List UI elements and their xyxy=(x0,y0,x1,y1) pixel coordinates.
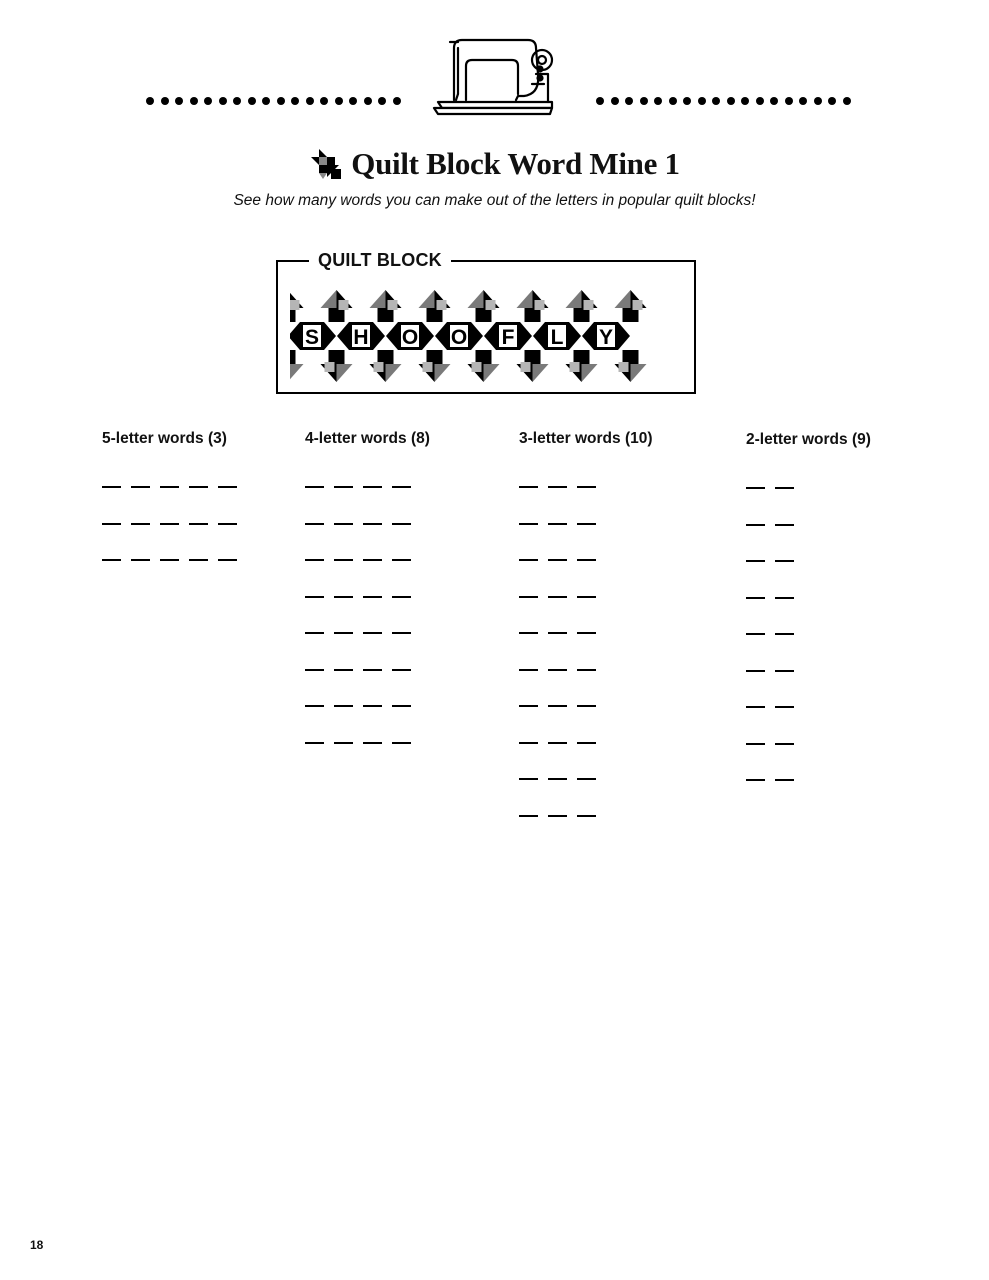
quilt-patch xyxy=(569,322,581,350)
letter-blank xyxy=(775,779,794,781)
quilt-patch xyxy=(374,362,384,372)
column-5-letter xyxy=(102,430,227,448)
rule-dot xyxy=(698,97,706,105)
quilt-patch xyxy=(476,308,492,322)
quilt-patch xyxy=(329,350,345,364)
answer-row[interactable] xyxy=(519,778,596,780)
letter-blank xyxy=(746,779,765,781)
letter-blank xyxy=(363,559,382,561)
letter-blank xyxy=(102,559,121,561)
answer-row[interactable] xyxy=(746,670,794,672)
letter-blank xyxy=(305,669,324,671)
block-letter: H xyxy=(353,326,369,349)
letter-blank xyxy=(519,486,538,488)
letter-blank xyxy=(392,669,411,671)
rule-dot xyxy=(640,97,648,105)
quilt-patch xyxy=(290,300,300,310)
letter-blank xyxy=(305,632,324,634)
answer-row[interactable] xyxy=(519,669,596,671)
quilt-patch xyxy=(435,364,451,382)
letter-blank xyxy=(363,486,382,488)
quilt-patch xyxy=(427,350,443,364)
letter-blank xyxy=(548,742,567,744)
letter-blank xyxy=(334,523,353,525)
rule-dot xyxy=(756,97,764,105)
quilt-patch xyxy=(520,322,532,350)
letter-blank xyxy=(746,706,765,708)
quilt-patch xyxy=(290,308,296,322)
rule-dot xyxy=(335,97,343,105)
answer-row[interactable] xyxy=(746,633,794,635)
letter-blank xyxy=(305,486,324,488)
letter-blank xyxy=(334,559,353,561)
answer-row[interactable] xyxy=(746,597,794,599)
rule-dot xyxy=(248,97,256,105)
answer-row[interactable] xyxy=(305,742,411,744)
letter-blank xyxy=(392,523,411,525)
letter-blank xyxy=(746,487,765,489)
quilt-patch xyxy=(525,350,541,364)
quilt-patch xyxy=(484,364,500,382)
quilt-patch xyxy=(521,362,531,372)
quilt-patch xyxy=(290,322,300,350)
rule-dot xyxy=(712,97,720,105)
quilt-patch xyxy=(435,322,447,350)
block-letter: S xyxy=(304,326,320,349)
letter-blank xyxy=(519,523,538,525)
quilt-patch xyxy=(337,322,349,350)
letter-blank xyxy=(334,742,353,744)
quilt-patch xyxy=(533,364,549,382)
answer-row[interactable] xyxy=(305,705,411,707)
answer-row[interactable] xyxy=(519,559,596,561)
letter-blank xyxy=(363,742,382,744)
letter-blank xyxy=(577,705,596,707)
column-4-letter xyxy=(305,430,430,448)
rule-dot xyxy=(378,97,386,105)
quilt-block-label: QUILT BLOCK xyxy=(309,250,451,271)
block-letter: O xyxy=(450,326,468,349)
answer-row[interactable] xyxy=(305,596,411,598)
answer-row[interactable] xyxy=(746,743,794,745)
block-letter: O xyxy=(401,326,419,349)
quilt-patch xyxy=(378,308,394,322)
letter-blank xyxy=(334,669,353,671)
column-heading: 3-letter words (10) xyxy=(519,430,653,447)
letter-blank xyxy=(334,632,353,634)
letter-blank xyxy=(334,596,353,598)
letter-blank xyxy=(305,596,324,598)
column-heading: 5-letter words (3) xyxy=(102,430,227,447)
letter-blank xyxy=(548,669,567,671)
quilt-patch xyxy=(582,322,594,350)
column-heading: 2-letter words (9) xyxy=(746,431,871,448)
answer-row[interactable] xyxy=(102,486,237,488)
rule-dot xyxy=(175,97,183,105)
letter-blank xyxy=(519,632,538,634)
title-row xyxy=(0,146,989,182)
rule-dot xyxy=(654,97,662,105)
letter-blank xyxy=(746,670,765,672)
block-letter: F xyxy=(501,326,515,349)
letter-blank xyxy=(548,596,567,598)
letter-blank xyxy=(577,742,596,744)
letter-blank xyxy=(577,596,596,598)
letter-blank xyxy=(519,669,538,671)
letter-blank xyxy=(363,669,382,671)
letter-blank xyxy=(548,486,567,488)
page-number: 18 xyxy=(30,1238,44,1252)
letter-blank xyxy=(189,559,208,561)
answer-row[interactable] xyxy=(746,560,794,562)
block-letter: L xyxy=(550,326,564,349)
letter-blank xyxy=(746,633,765,635)
column-heading: 4-letter words (8) xyxy=(305,430,430,447)
answer-row[interactable] xyxy=(102,559,237,561)
letter-blank xyxy=(577,486,596,488)
letter-blank xyxy=(189,486,208,488)
quilt-patch xyxy=(584,300,594,310)
quilt-patch xyxy=(290,364,304,382)
block-letter: Y xyxy=(598,326,614,349)
quilt-patch xyxy=(325,362,335,372)
letter-blank xyxy=(363,705,382,707)
answer-row[interactable] xyxy=(746,706,794,708)
letter-blank xyxy=(305,559,324,561)
letter-blank xyxy=(519,778,538,780)
answer-row[interactable] xyxy=(746,779,794,781)
letter-blank xyxy=(775,670,794,672)
quilt-patch xyxy=(631,364,647,382)
quilt-patch xyxy=(618,322,630,350)
letter-blank xyxy=(577,559,596,561)
letter-blank xyxy=(577,669,596,671)
letter-blank xyxy=(519,705,538,707)
letter-blank xyxy=(218,486,237,488)
quilt-patch xyxy=(419,290,435,308)
letter-blank xyxy=(746,524,765,526)
quilt-patch xyxy=(484,322,496,350)
letter-blank xyxy=(305,742,324,744)
letter-blank xyxy=(218,559,237,561)
quilt-patch xyxy=(386,364,402,382)
quilt-patch xyxy=(422,322,434,350)
answer-row[interactable] xyxy=(519,486,596,488)
quilt-block-strip xyxy=(290,288,682,384)
quilt-patch xyxy=(535,300,545,310)
quilt-patch xyxy=(582,364,598,382)
letter-blank xyxy=(746,597,765,599)
quilt-patch xyxy=(423,362,433,372)
letter-blank xyxy=(392,486,411,488)
letter-blank xyxy=(131,559,150,561)
rule-dot xyxy=(233,97,241,105)
quilt-patch xyxy=(476,350,492,364)
rule-dot xyxy=(741,97,749,105)
letter-blank xyxy=(548,815,567,817)
rule-dot xyxy=(219,97,227,105)
letter-blank xyxy=(305,523,324,525)
answer-row[interactable] xyxy=(746,524,794,526)
answer-row[interactable] xyxy=(305,669,411,671)
quilt-patch xyxy=(574,350,590,364)
rule-dot xyxy=(291,97,299,105)
rule-dot xyxy=(828,97,836,105)
rule-dot xyxy=(349,97,357,105)
quilt-patch xyxy=(619,362,629,372)
answer-row[interactable] xyxy=(305,486,411,488)
answer-row[interactable] xyxy=(519,523,596,525)
rule-dot xyxy=(277,97,285,105)
letter-blank xyxy=(746,560,765,562)
quilt-patch xyxy=(517,290,533,308)
quilt-patch xyxy=(437,300,447,310)
answer-row[interactable] xyxy=(519,596,596,598)
quilt-patch xyxy=(321,290,337,308)
letter-blank xyxy=(392,742,411,744)
quilt-patch xyxy=(623,308,639,322)
letter-blank xyxy=(363,632,382,634)
letter-blank xyxy=(363,523,382,525)
letter-blank xyxy=(334,486,353,488)
letter-blank xyxy=(775,743,794,745)
letter-blank xyxy=(775,706,794,708)
answer-row[interactable] xyxy=(519,742,596,744)
rule-dot xyxy=(364,97,372,105)
quilt-patch xyxy=(370,290,386,308)
answer-row[interactable] xyxy=(519,632,596,634)
rule-dot xyxy=(727,97,735,105)
rule-dot xyxy=(320,97,328,105)
quilt-patch xyxy=(329,308,345,322)
letter-blank xyxy=(548,523,567,525)
quilt-patch xyxy=(339,300,349,310)
letter-blank xyxy=(548,705,567,707)
letter-blank xyxy=(102,523,121,525)
quilt-star-icon xyxy=(309,147,343,181)
column-3-letter xyxy=(519,430,653,448)
letter-blank xyxy=(519,742,538,744)
dotted-rule-right xyxy=(596,94,851,108)
letter-blank xyxy=(775,560,794,562)
sewing-machine-icon xyxy=(432,34,558,118)
quilt-patch xyxy=(525,308,541,322)
answer-row[interactable] xyxy=(102,523,237,525)
letter-blank xyxy=(775,524,794,526)
quilt-patch xyxy=(468,290,484,308)
rule-dot xyxy=(204,97,212,105)
answer-row[interactable] xyxy=(519,815,596,817)
answer-row[interactable] xyxy=(305,559,411,561)
quilt-patch xyxy=(378,350,394,364)
letter-blank xyxy=(775,597,794,599)
rule-dot xyxy=(393,97,401,105)
letter-blank xyxy=(218,523,237,525)
rule-dot xyxy=(814,97,822,105)
rule-dot xyxy=(799,97,807,105)
quilt-patch xyxy=(570,362,580,372)
letter-blank xyxy=(775,633,794,635)
quilt-patch xyxy=(373,322,385,350)
rule-dot xyxy=(669,97,677,105)
quilt-patch xyxy=(623,350,639,364)
quilt-patch xyxy=(486,300,496,310)
rule-dot xyxy=(306,97,314,105)
rule-dot xyxy=(262,97,270,105)
letter-blank xyxy=(160,559,179,561)
answer-row[interactable] xyxy=(305,523,411,525)
letter-blank xyxy=(131,486,150,488)
letter-blank xyxy=(392,596,411,598)
page-title: Quilt Block Word Mine 1 xyxy=(351,146,680,181)
letter-blank xyxy=(392,632,411,634)
quilt-patch xyxy=(472,362,482,372)
rule-dot xyxy=(611,97,619,105)
letter-blank xyxy=(392,559,411,561)
rule-dot xyxy=(161,97,169,105)
letter-blank xyxy=(102,486,121,488)
letter-blank xyxy=(305,705,324,707)
letter-blank xyxy=(160,523,179,525)
rule-dot xyxy=(770,97,778,105)
letter-blank xyxy=(334,705,353,707)
letter-blank xyxy=(775,487,794,489)
rule-dot xyxy=(190,97,198,105)
dotted-rule-left xyxy=(146,94,401,108)
rule-dot xyxy=(146,97,154,105)
answer-row[interactable] xyxy=(305,632,411,634)
quilt-patch xyxy=(337,364,353,382)
letter-blank xyxy=(519,815,538,817)
letter-blank xyxy=(577,632,596,634)
quilt-patch xyxy=(533,322,545,350)
rule-dot xyxy=(625,97,633,105)
letter-blank xyxy=(392,705,411,707)
quilt-patch xyxy=(290,350,296,364)
letter-blank xyxy=(577,523,596,525)
quilt-patch xyxy=(633,300,643,310)
answer-row[interactable] xyxy=(519,705,596,707)
quilt-patch xyxy=(388,300,398,310)
letter-blank xyxy=(160,486,179,488)
letter-blank xyxy=(189,523,208,525)
quilt-patch xyxy=(427,308,443,322)
rule-dot xyxy=(596,97,604,105)
rule-dot xyxy=(785,97,793,105)
letter-blank xyxy=(548,778,567,780)
quilt-patch xyxy=(471,322,483,350)
letter-blank xyxy=(577,815,596,817)
letter-blank xyxy=(131,523,150,525)
answer-row[interactable] xyxy=(746,487,794,489)
letter-blank xyxy=(519,559,538,561)
quilt-patch xyxy=(574,308,590,322)
rule-dot xyxy=(683,97,691,105)
rule-dot xyxy=(843,97,851,105)
letter-blank xyxy=(548,632,567,634)
letter-blank xyxy=(363,596,382,598)
quilt-patch xyxy=(386,322,398,350)
letter-blank xyxy=(746,743,765,745)
letter-blank xyxy=(577,778,596,780)
quilt-patch xyxy=(566,290,582,308)
letter-blank xyxy=(548,559,567,561)
letter-blank xyxy=(519,596,538,598)
quilt-patch xyxy=(615,290,631,308)
column-2-letter xyxy=(746,431,871,449)
page-subtitle: See how many words you can make out of the letters in popular quilt blocks! xyxy=(233,192,756,209)
quilt-patch xyxy=(324,322,336,350)
